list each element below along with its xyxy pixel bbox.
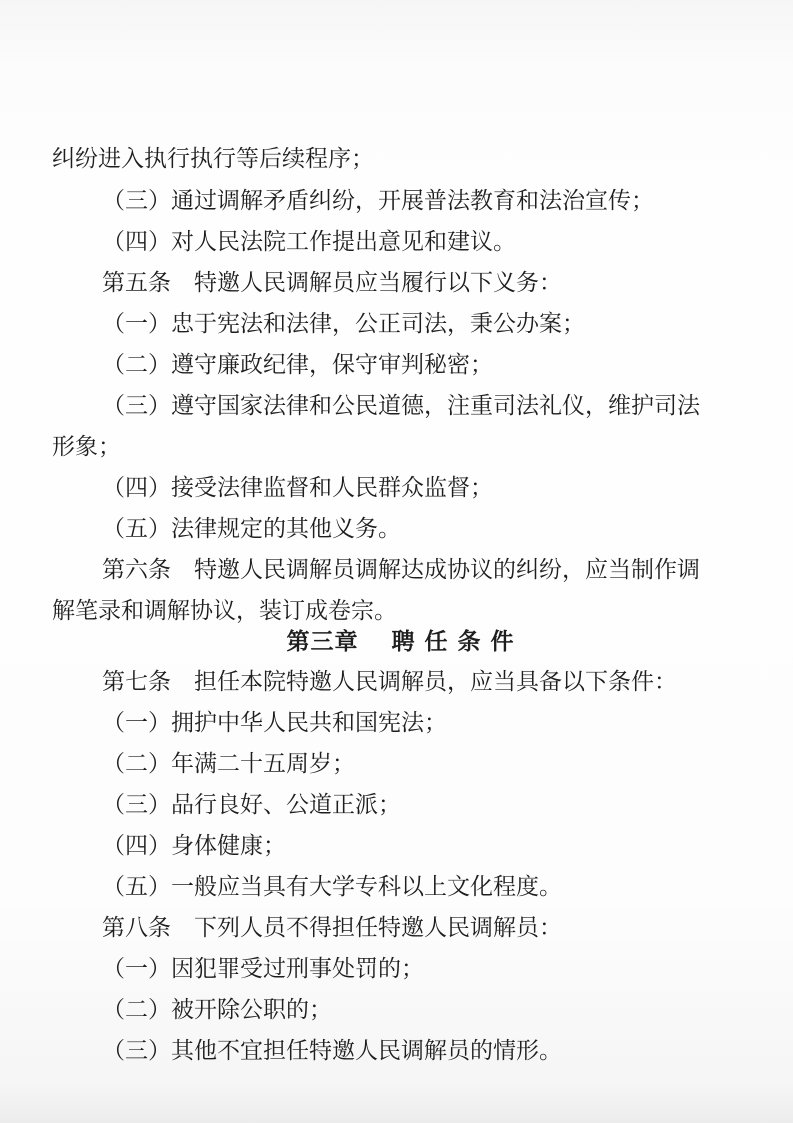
article-heading: 第七条 担任本院特邀人民调解员，应当具备以下条件： (102, 669, 677, 695)
page-edge-shadow (0, 1083, 793, 1123)
text-line: （一）拥护中华人民共和国宪法； (102, 710, 447, 736)
text-line: （二）遵守廉政纪律，保守审判秘密； (102, 352, 493, 378)
text-line: （一）忠于宪法和法律，公正司法，秉公办案； (102, 311, 585, 337)
text-line: （五）法律规定的其他义务。 (102, 516, 401, 542)
text-line: （三）通过调解矛盾纠纷，开展普法教育和法治宣传； (102, 188, 654, 214)
text-line: （三）遵守国家法律和公民道德，注重司法礼仪，维护司法 (102, 393, 700, 419)
article-heading: 第八条 下列人员不得担任特邀人民调解员： (102, 915, 562, 941)
article-heading: 第六条 特邀人民调解员调解达成协议的纠纷，应当制作调 (102, 557, 700, 583)
text-line: 形象； (52, 434, 121, 460)
text-line: （五）一般应当具有大学专科以上文化程度。 (102, 874, 562, 900)
text-line: （三）品行良好、公道正派； (102, 792, 401, 818)
text-line: （四）对人民法院工作提出意见和建议。 (102, 229, 516, 255)
text-line: 纠纷进入执行执行等后续程序； (52, 146, 374, 172)
text-line: 解笔录和调解协议，装订成卷宗。 (52, 598, 397, 624)
chapter-title: 第三章 聘 任 条 件 (286, 629, 515, 655)
text-line: （四）身体健康； (102, 833, 286, 859)
article-heading: 第五条 特邀人民调解员应当履行以下义务： (102, 270, 562, 296)
text-line: （四）接受法律监督和人民群众监督； (102, 475, 493, 501)
text-line: （二）被开除公职的； (102, 997, 332, 1023)
text-line: （一）因犯罪受过刑事处罚的； (102, 956, 424, 982)
text-line: （二）年满二十五周岁； (102, 751, 355, 777)
text-line: （三）其他不宜担任特邀人民调解员的情形。 (102, 1038, 562, 1064)
